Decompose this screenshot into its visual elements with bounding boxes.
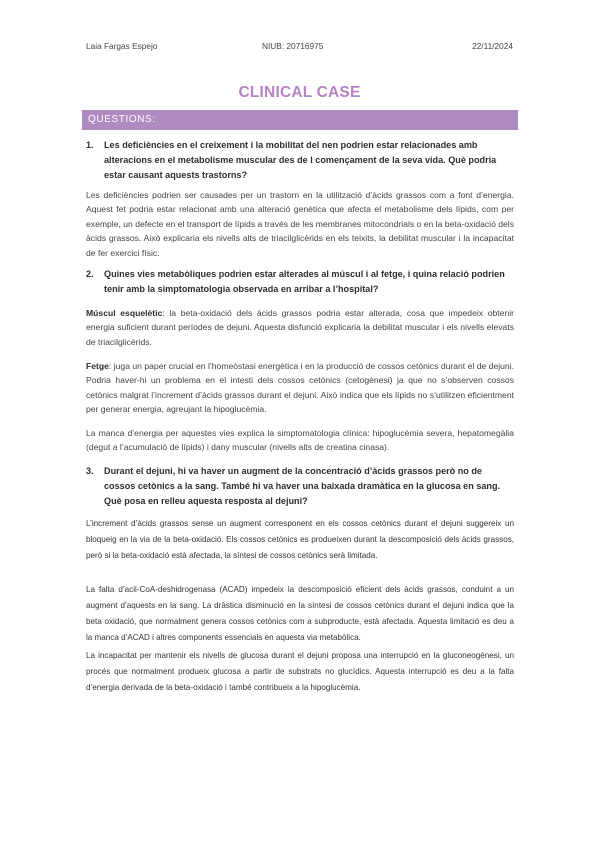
- author-name: Laia Fargas Espejo: [86, 41, 158, 51]
- answer-2-summary-paragraph: La manca d’energia per aquestes vies explica la simptomatologia clínica: hipoglucèmia severa, hepatomegàlia (degut a l’acumulació de lípids) i dany muscular (nivells alts de creatina cinasa).: [86, 428, 514, 453]
- question-text: Les deficiències en el creixement i la mobilitat del nen podrien estar relacionades amb alteracions en el metabolisme muscular des de l començament de la seva vida. Què podria estar causant aquests trastorns?: [104, 140, 497, 181]
- page-title: CLINICAL CASE: [238, 84, 361, 101]
- question-1: [86, 138, 514, 184]
- liver-text: : juga un paper crucial en l’homeòstasi energètica i en la producció de cossos cetònics durant el de dejuni. Podria haver-hi un problema en el intesti dels cossos cetònics (cetogènesi) ja que no s’observen cossos cetònics malgrat l’increment d’àcids grassos durant el dejuni. Això indica que els lípids no s’utilitzen eficientment per generar energia, agreujant la hipoglucèmia.: [86, 361, 514, 415]
- question-text: Quines vies metabòliques podrien estar alterades al múscul i al fetge, i quina relació podrien tenir amb la simptomatologia observada en arribar a l’hospital?: [104, 269, 505, 295]
- question-text: Durant el dejuni, hi va haver un augment de la concentració d’àcids grassos però no de cossos cetònics a la sang. També hi va haver una baixada dramàtica en la glucosa en sang. Què posa en relleu aquesta resposta al dejuni?: [104, 466, 501, 507]
- page-header: [86, 41, 513, 53]
- answer-1-paragraph: Les deficiències podrien ser causades per un trastorn en la utilització d’àcids grassos com a font d’energia. Aquest fet podria estar relacionat amb una alteració genètica que afecta el metabolisme dels lípids, com per exemple, un defecte en el transport de lípids a través de les membranes mitocondrials o en la beta-oxidació dels àcids grassos. Això explicaria els nivells alts de triacilglicèrids en els teixits, la debilitat muscular i la incapacitat de fer exercici físic.: [86, 190, 515, 258]
- question-3: [86, 464, 514, 510]
- answer-2-muscle-paragraph: [86, 306, 514, 349]
- questions-section-header: QUESTIONS:: [82, 110, 518, 130]
- question-number: 2.: [86, 269, 94, 279]
- question-number: 3.: [86, 466, 94, 476]
- answer-3-paragraph-3: La incapacitat per mantenir els nivells de glucosa durant el dejuni proposa una interrupció en la gluconeogènesi, un procés que normalment produeix glucosa a partir de substrats no glucídics. Aquesta interrupció es deu a la falta d’energia derivada de la beta-oxidació i també contribueix a la hipoglucèmia.: [86, 651, 514, 692]
- liver-label: Fetge: [86, 361, 109, 371]
- answer-3-paragraph-1: L’increment d’àcids grassos sense un augment corresponent en els cossos cetònics durant el dejuni suggereix un bloqueig en la via de la beta-oxidació. Els cossos cetònics es produeixen durant la descomposició dels àcids grassos, però si la beta-oxidació està afectada, la síntesi de cossos cetònics serà limitada.: [86, 519, 514, 560]
- student-id: NIUB: 20716975: [262, 41, 324, 51]
- muscle-label: Múscul esquelètic: [86, 308, 163, 318]
- document-date: 22/11/2024: [472, 41, 513, 51]
- answer-3-paragraph-2: La falta d’acil-CoA-deshidrogenasa (ACAD) impedeix la descomposició eficient dels àcids grassos, conduint a un augment d’aquests en la sang. La dràstica disminució en la síntesi de cossos cetònics durant el dejuni indica que la beta oxidació, que normalment genera cossos cetònics com a subproducte, està afectada. Aquesta limitació es deu a la manca d’ACAD i altres components essencials en aquesta via metabòlica.: [86, 585, 514, 642]
- muscle-text: : la beta-oxidació dels àcids grassos podria estar alterada, cosa que impedeix obtenir energia suficient durant períodes de dejuni. Aquesta disfunció explicaria la debilitat muscular i els nivells elevats de triacilglicèrids.: [86, 308, 514, 347]
- question-number: 1.: [86, 140, 94, 150]
- answer-2-liver-paragraph: [86, 359, 514, 417]
- question-2: [86, 267, 514, 297]
